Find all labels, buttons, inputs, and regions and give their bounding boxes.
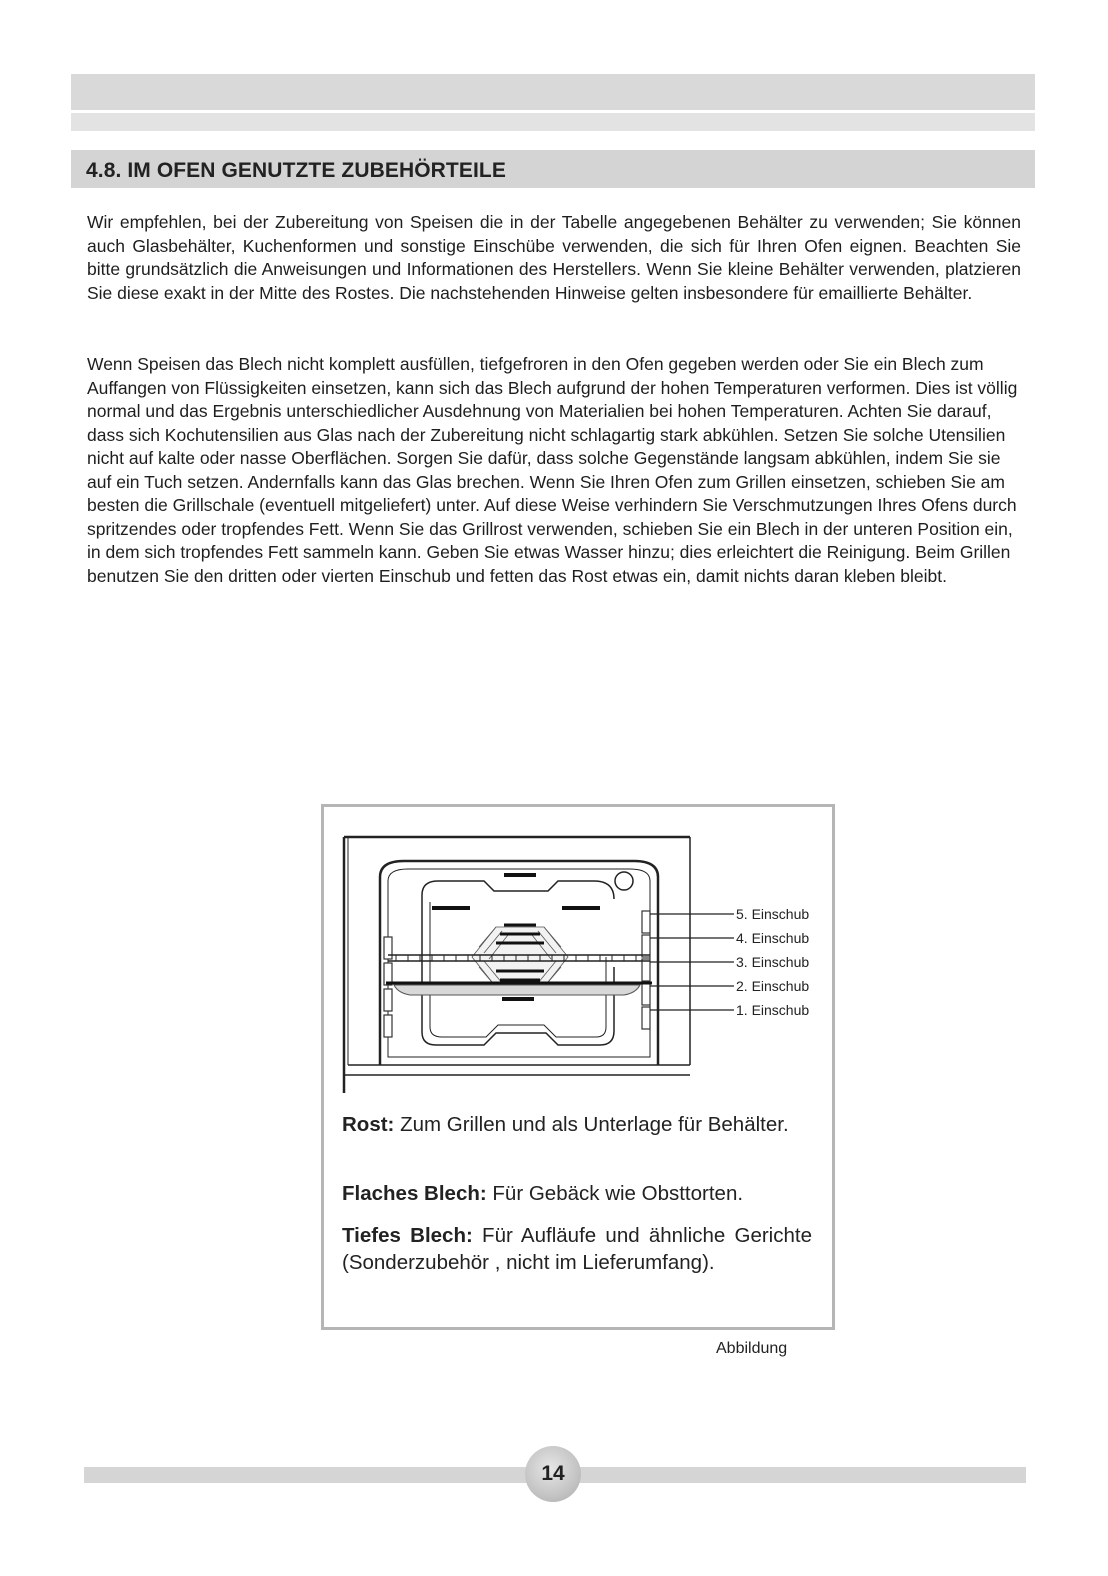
desc-rost-text: Zum Grillen und als Unterlage für Behälter. bbox=[394, 1113, 789, 1136]
oven-diagram bbox=[324, 807, 832, 1097]
shelf-labels bbox=[736, 906, 809, 1018]
shelf-label-5: 5. Einschub bbox=[736, 906, 810, 922]
desc-flaches-blech bbox=[342, 1180, 812, 1207]
baking-tray bbox=[386, 983, 652, 995]
intro-paragraph: Wir empfehlen, bei der Zubereitung von Speisen die in der Tabelle angegebenen Behälter zu verwenden; Sie können auch Glasbehälter, Kuchenformen und sonstige Einschübe verwenden, die sich für Ihren Ofen eignen. Beachten Sie bitte grundsätzlich die Anweisungen und Informationen des Herstellers. Wenn Sie kleine Behälter verwenden, platzieren Sie diese exakt in der Mitte des Rostes. Die nachstehenden Hinweise gelten insbesondere für emaillierte Behälter. bbox=[87, 212, 1021, 303]
shelf-label-3: 3. Einschub bbox=[736, 954, 810, 970]
section-title: 4.8. IM OFEN GENUTZTE ZUBEHÖRTEILE bbox=[86, 159, 506, 182]
section-header bbox=[71, 150, 1035, 188]
desc-rost bbox=[342, 1111, 812, 1138]
header-band-top bbox=[71, 74, 1035, 110]
shelf-leader-lines bbox=[650, 914, 734, 1010]
desc-tiefes-blech bbox=[342, 1222, 812, 1276]
page-number-badge: 14 bbox=[525, 1446, 581, 1502]
fan-element bbox=[472, 927, 568, 987]
shelf-label-4: 4. Einschub bbox=[736, 930, 810, 946]
desc-tiefes-blech-text: Für Aufläufe und ähnliche Gerichte (Sonderzubehör , nicht im Lieferumfang). bbox=[342, 1224, 812, 1274]
shelf-label-1: 1. Einschub bbox=[736, 1002, 810, 1018]
shelf-label-2: 2. Einschub bbox=[736, 978, 810, 994]
desc-flaches-blech-text: Für Gebäck wie Obsttorten. bbox=[486, 1182, 744, 1205]
desc-flaches-blech-term: Flaches Blech: bbox=[342, 1182, 487, 1205]
header-band-thin bbox=[71, 113, 1035, 131]
usage-paragraph: Wenn Speisen das Blech nicht komplett ausfüllen, tiefgefroren in den Ofen gegeben werden oder Sie ein Blech zum Auffangen von Flüssigkeiten einsetzen, kann sich das Blech aufgrund der hohen Temperaturen verformen. Dies ist völlig normal und das Ergebnis unterschiedlicher Ausdehnung von Materialien bei hohen Temperaturen. Achten Sie darauf, dass sich Kochutensilien aus Glas nach der Zubereitung nicht schlagartig stark abkühlen. Setzen Sie solche Utensilien nicht auf kalte oder nasse Oberflächen. Sorgen Sie dafür, dass solche Gegenstände langsam abkühlen, indem Sie sie auf ein Tuch setzen. Andernfalls kann das Glas brechen. Wenn Sie Ihren Ofen zum Grillen einsetzen, schieben Sie am besten die Grillschale (eventuell mitgeliefert) unter. Auf diese Weise verhindern Sie Verschmutzungen Ihres Ofens durch spritzendes oder tropfendes Fett. Wenn Sie das Grillrost verwenden, schieben Sie ein Blech in der unteren Position ein, in dem sich tropfendes Fett sammeln kann. Geben Sie etwas Wasser hinzu; dies erleichtert die Reinigung. Beim Grillen benutzen Sie den dritten oder vierten Einschub und fetten das Rost etwas ein, damit nichts daran kleben bleibt. bbox=[87, 354, 1018, 586]
desc-tiefes-blech-term: Tiefes Blech: bbox=[342, 1224, 473, 1247]
figure-caption: Abbildung bbox=[716, 1340, 788, 1357]
accessory-figure bbox=[321, 804, 835, 1330]
desc-rost-term: Rost: bbox=[342, 1113, 395, 1136]
